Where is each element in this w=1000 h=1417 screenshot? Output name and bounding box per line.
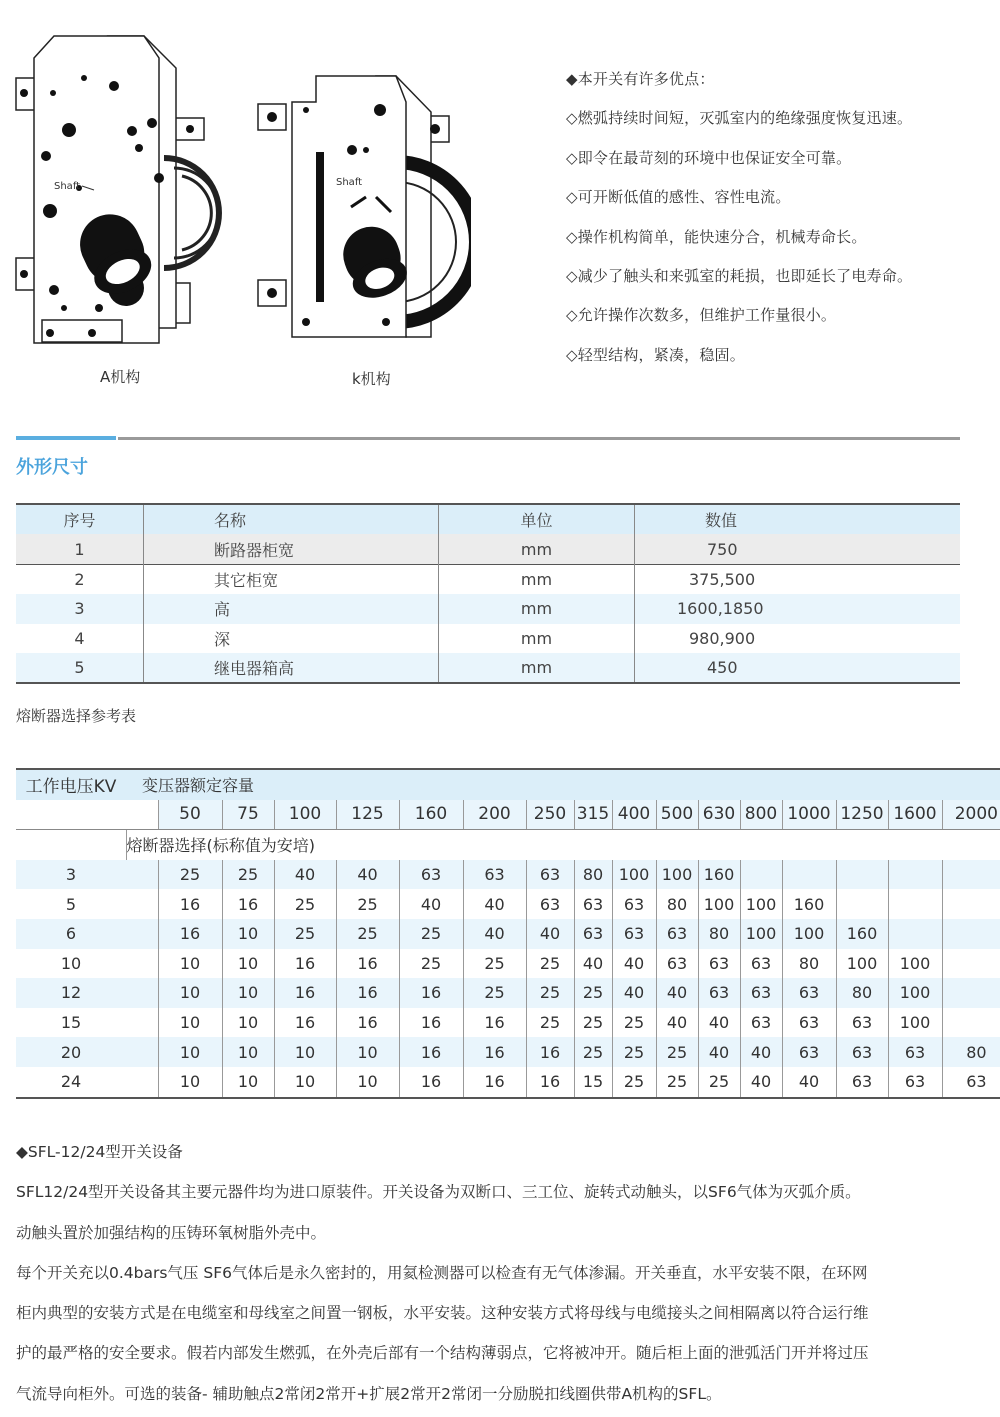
fuse-value-cell: 63 <box>888 1067 942 1098</box>
voltage-cell: 15 <box>60 1013 82 1033</box>
fuse-row <box>16 919 1000 949</box>
fuse-value-cell: 10 <box>222 1008 274 1038</box>
fuse-value-cell: 100 <box>740 919 782 949</box>
fuse-value-cell: 40 <box>698 1037 740 1067</box>
fuse-value-cell: 40 <box>656 978 698 1008</box>
fuse-value-cell: 16 <box>463 1037 526 1067</box>
fuse-row <box>16 1067 1000 1098</box>
table-row <box>16 564 960 594</box>
fuse-value-cell: 63 <box>740 978 782 1008</box>
fuse-value-cell: 25 <box>463 949 526 979</box>
fuse-value-cell: 40 <box>656 1008 698 1038</box>
section-title: 外形尺寸 <box>16 457 88 478</box>
fuse-value-cell: 16 <box>526 1037 574 1067</box>
fuse-value-cell: 100 <box>888 1008 942 1038</box>
spacer-cell <box>126 978 158 1008</box>
cell-name: 高 <box>144 594 439 623</box>
fuse-value-cell <box>888 919 942 949</box>
fuse-value-cell: 63 <box>526 860 574 890</box>
fuse-table <box>16 768 1000 1099</box>
capacity-cell: 630 <box>698 800 740 830</box>
capacity-cell: 50 <box>158 800 222 830</box>
fuse-value-cell: 10 <box>274 1067 336 1098</box>
spacer-cell <box>126 919 158 949</box>
fuse-value-cell: 16 <box>399 1067 463 1098</box>
fuse-value-cell <box>942 889 1000 919</box>
capacity-cell: 160 <box>399 800 463 830</box>
fuse-value-cell <box>888 860 942 890</box>
fuse-value-cell: 25 <box>574 978 612 1008</box>
cell-value: 1600,1850 <box>635 594 961 623</box>
fuse-value-cell: 40 <box>612 978 656 1008</box>
description-line: 每个开关充以0.4bars气压 SF6气体后是永久密封的，用氦检测器可以检查有无气体渗漏。开关垂直，水平安装不限，在环网 <box>16 1263 868 1282</box>
fuse-value-cell: 40 <box>698 1008 740 1038</box>
voltage-cell: 20 <box>16 1037 126 1067</box>
advantage-item: ◇即令在最苛刻的环境中也保证安全可靠。 <box>566 148 852 167</box>
fuse-value-cell: 63 <box>698 978 740 1008</box>
fuse-value-cell: 160 <box>782 889 836 919</box>
cell-name: 断路器柜宽 <box>144 534 439 564</box>
fuse-value-cell: 25 <box>612 1037 656 1067</box>
description <box>16 1132 966 1414</box>
fuse-value-cell: 25 <box>336 919 399 949</box>
fuse-value-cell: 63 <box>888 1037 942 1067</box>
fuse-value-cell: 100 <box>612 860 656 890</box>
capacity-cell: 1250 <box>836 800 888 830</box>
fuse-value-cell: 16 <box>463 1067 526 1098</box>
capacity-cell: 200 <box>463 800 526 830</box>
fuse-value-cell: 63 <box>698 949 740 979</box>
cell-index: 4 <box>74 628 85 648</box>
fuse-value-cell: 16 <box>399 1037 463 1067</box>
fuse-value-cell: 25 <box>656 1037 698 1067</box>
capacity-row <box>16 800 1000 830</box>
fuse-value-cell: 16 <box>399 1008 463 1038</box>
fuse-value-cell: 63 <box>574 919 612 949</box>
fuse-label-row <box>16 830 1000 860</box>
fuse-value-cell: 160 <box>836 919 888 949</box>
fuse-value-cell: 16 <box>399 978 463 1008</box>
fuse-value-cell: 100 <box>888 978 942 1008</box>
fuse-value-cell <box>740 860 782 890</box>
fuse-value-cell: 100 <box>740 889 782 919</box>
fuse-value-cell: 63 <box>740 949 782 979</box>
capacity-cell: 1000 <box>782 800 836 830</box>
cell-name: 其它柜宽 <box>144 564 439 594</box>
dimensions-table <box>16 503 960 684</box>
fuse-value-cell: 25 <box>526 978 574 1008</box>
capacity-cell: 2000 <box>942 800 1000 830</box>
fuse-value-cell: 25 <box>158 860 222 890</box>
fuse-header-row <box>16 769 1000 800</box>
fuse-value-cell <box>942 1008 1000 1038</box>
capacity-cell: 125 <box>336 800 399 830</box>
fuse-value-cell: 16 <box>526 1067 574 1098</box>
section-divider <box>118 437 960 440</box>
fuse-value-cell: 25 <box>336 889 399 919</box>
fuse-value-cell: 63 <box>656 919 698 949</box>
advantage-item: ◇减少了触头和来弧室的耗损，也即延长了电寿命。 <box>566 266 913 285</box>
capacity-cell: 400 <box>612 800 656 830</box>
table-row <box>16 594 960 623</box>
cell-index: 5 <box>74 658 85 678</box>
fuse-value-cell: 25 <box>399 919 463 949</box>
fuse-value-cell: 63 <box>574 889 612 919</box>
fuse-value-cell: 16 <box>336 1008 399 1038</box>
cell-unit: mm <box>439 653 635 683</box>
fuse-value-cell: 25 <box>526 1008 574 1038</box>
fuse-value-cell: 63 <box>526 889 574 919</box>
cell-value: 375,500 <box>635 564 961 594</box>
fuse-value-cell: 25 <box>399 949 463 979</box>
description-line: 气流导向柜外。可选的装备- 辅助触点2常闭2常开+扩展2常开2常闭一分励脱扣线圈供带A机构的SFL。 <box>16 1384 722 1403</box>
header-name: 名称 <box>144 504 439 534</box>
fuse-value-cell: 16 <box>222 889 274 919</box>
voltage-cell: 12 <box>16 978 126 1008</box>
header-index: 序号 <box>63 511 96 531</box>
fuse-value-cell: 16 <box>274 1008 336 1038</box>
description-line: SFL12/24型开关设备其主要元器件均为进口原装件。开关设备为双断口、三工位、旋转式动触头，以SF6气体为灭弧介质。 <box>16 1183 861 1202</box>
voltage-header: 工作电压KV <box>16 769 126 800</box>
description-line: 动触头置於加强结构的压铸环氧树脂外壳中。 <box>16 1223 327 1242</box>
fuse-value-cell: 100 <box>656 860 698 890</box>
spacer-cell <box>126 1067 158 1098</box>
fuse-value-cell: 100 <box>836 949 888 979</box>
capacity-cell: 800 <box>740 800 782 830</box>
fuse-value-cell: 25 <box>274 889 336 919</box>
fuse-value-cell: 25 <box>463 978 526 1008</box>
fuse-value-cell: 25 <box>574 1037 612 1067</box>
fuse-value-cell: 40 <box>612 949 656 979</box>
fuse-value-cell: 80 <box>656 889 698 919</box>
fuse-value-cell: 25 <box>222 860 274 890</box>
fuse-value-cell <box>836 860 888 890</box>
section-divider-accent <box>16 436 116 440</box>
cell-unit: mm <box>439 534 635 564</box>
fuse-value-cell: 100 <box>888 949 942 979</box>
fuse-value-cell: 80 <box>574 860 612 890</box>
fuse-value-cell: 40 <box>399 889 463 919</box>
spacer-cell <box>126 1008 158 1038</box>
fuse-value-cell: 25 <box>274 919 336 949</box>
k-mechanism-caption: k机构 <box>352 370 391 388</box>
fuse-value-cell: 25 <box>698 1067 740 1098</box>
fuse-value-cell: 40 <box>336 860 399 890</box>
fuse-value-cell: 63 <box>399 860 463 890</box>
fuse-value-cell: 40 <box>574 949 612 979</box>
fuse-value-cell: 10 <box>158 1037 222 1067</box>
fuse-value-cell: 80 <box>836 978 888 1008</box>
fuse-value-cell: 10 <box>274 1037 336 1067</box>
fuse-value-cell: 10 <box>336 1067 399 1098</box>
fuse-value-cell: 25 <box>574 1008 612 1038</box>
fuse-label: 熔断器选择(标称值为安培) <box>126 830 1000 860</box>
description-heading: ◆SFL-12/24型开关设备 <box>16 1143 183 1161</box>
fuse-value-cell: 16 <box>463 1008 526 1038</box>
advantage-item: ◇可开断低值的感性、容性电流。 <box>566 188 791 207</box>
fuse-value-cell: 40 <box>782 1067 836 1098</box>
capacity-cell: 100 <box>274 800 336 830</box>
cell-name: 继电器箱高 <box>144 653 439 683</box>
cell-name: 深 <box>144 624 439 653</box>
cell-unit: mm <box>439 624 635 653</box>
fuse-value-cell: 10 <box>222 949 274 979</box>
fuse-table-title: 熔断器选择参考表 <box>16 707 137 725</box>
fuse-value-cell: 63 <box>782 1037 836 1067</box>
fuse-value-cell: 16 <box>274 949 336 979</box>
spacer-cell <box>126 949 158 979</box>
fuse-value-cell: 63 <box>942 1067 1000 1098</box>
fuse-value-cell: 25 <box>656 1067 698 1098</box>
fuse-value-cell: 16 <box>158 889 222 919</box>
fuse-value-cell: 63 <box>740 1008 782 1038</box>
fuse-value-cell: 80 <box>782 949 836 979</box>
fuse-value-cell: 80 <box>942 1037 1000 1067</box>
fuse-value-cell: 25 <box>526 949 574 979</box>
cell-value: 750 <box>635 534 961 564</box>
fuse-value-cell: 16 <box>336 978 399 1008</box>
fuse-row <box>16 860 1000 890</box>
cell-index: 2 <box>74 569 85 589</box>
cell-unit: mm <box>439 594 635 623</box>
advantage-item: ◇允许操作次数多，但维护工作量很小。 <box>566 306 837 325</box>
fuse-value-cell: 40 <box>274 860 336 890</box>
advantage-item: ◇操作机构简单，能快速分合，机械寿命长。 <box>566 227 867 246</box>
fuse-value-cell: 63 <box>782 978 836 1008</box>
fuse-value-cell <box>942 949 1000 979</box>
voltage-cell: 24 <box>60 1072 82 1092</box>
fuse-value-cell: 40 <box>463 919 526 949</box>
fuse-value-cell: 80 <box>698 919 740 949</box>
fuse-value-cell: 63 <box>463 860 526 890</box>
a-shaft-label: Shaft <box>54 181 81 192</box>
cell-value: 450 <box>635 653 961 683</box>
capacity-cell: 1600 <box>888 800 942 830</box>
fuse-value-cell: 100 <box>782 919 836 949</box>
fuse-value-cell: 63 <box>836 1008 888 1038</box>
fuse-value-cell: 15 <box>574 1067 612 1098</box>
description-line: 护的最严格的安全要求。假若内部发生燃弧，在外壳后部有一个结构薄弱点，它将被冲开。随后柜上面的泄弧活门开并将过压 <box>16 1344 869 1363</box>
fuse-value-cell: 63 <box>836 1037 888 1067</box>
a-mechanism-caption: A机构 <box>100 368 141 386</box>
fuse-value-cell: 10 <box>158 949 222 979</box>
fuse-value-cell: 10 <box>158 1067 222 1098</box>
advantage-item: ◇轻型结构，紧凑，稳固。 <box>566 345 745 364</box>
fuse-row <box>16 1037 1000 1067</box>
fuse-value-cell: 100 <box>698 889 740 919</box>
fuse-value-cell: 40 <box>740 1037 782 1067</box>
fuse-value-cell: 63 <box>782 1008 836 1038</box>
advantage-heading: ◆本开关有许多优点： <box>566 70 715 88</box>
fuse-row <box>16 949 1000 979</box>
fuse-value-cell: 16 <box>336 949 399 979</box>
fuse-value-cell: 63 <box>612 919 656 949</box>
fuse-value-cell: 40 <box>740 1067 782 1098</box>
fuse-value-cell <box>782 860 836 890</box>
fuse-value-cell: 10 <box>222 978 274 1008</box>
advantages-list <box>566 60 986 375</box>
k-shaft-label: Shaft <box>336 177 363 188</box>
k-mechanism-drawing <box>256 72 471 352</box>
voltage-cell: 3 <box>16 860 126 890</box>
fuse-value-cell: 40 <box>526 919 574 949</box>
fuse-value-cell: 10 <box>222 1067 274 1098</box>
fuse-value-cell: 25 <box>612 1008 656 1038</box>
table-row <box>16 534 960 564</box>
fuse-value-cell: 10 <box>222 1037 274 1067</box>
capacity-cell: 315 <box>574 800 612 830</box>
fuse-value-cell: 63 <box>656 949 698 979</box>
fuse-value-cell: 16 <box>274 978 336 1008</box>
fuse-value-cell: 16 <box>158 919 222 949</box>
fuse-value-cell: 10 <box>158 1008 222 1038</box>
spacer-cell <box>126 1037 158 1067</box>
capacity-cell: 250 <box>526 800 574 830</box>
cell-unit: mm <box>439 564 635 594</box>
header-unit: 单位 <box>439 504 635 534</box>
table-row <box>16 653 960 683</box>
cell-index: 3 <box>74 599 85 619</box>
voltage-cell: 5 <box>65 894 77 914</box>
capacity-cell: 500 <box>656 800 698 830</box>
spacer-cell <box>126 889 158 919</box>
advantage-item: ◇燃弧持续时间短，灭弧室内的绝缘强度恢复迅速。 <box>566 109 913 128</box>
table-row <box>16 624 960 653</box>
voltage-cell: 10 <box>60 953 82 973</box>
header-value: 数值 <box>635 504 961 534</box>
a-mechanism-drawing <box>14 28 224 348</box>
capacity-cell: 75 <box>222 800 274 830</box>
fuse-row <box>16 978 1000 1008</box>
fuse-value-cell: 40 <box>463 889 526 919</box>
fuse-value-cell: 10 <box>158 978 222 1008</box>
fuse-value-cell <box>942 919 1000 949</box>
fuse-value-cell: 25 <box>612 1067 656 1098</box>
fuse-value-cell: 63 <box>612 889 656 919</box>
fuse-value-cell <box>836 889 888 919</box>
cell-index: 1 <box>74 539 85 559</box>
fuse-value-cell <box>942 978 1000 1008</box>
fuse-value-cell <box>942 860 1000 890</box>
cell-value: 980,900 <box>635 624 961 653</box>
fuse-value-cell: 63 <box>836 1067 888 1098</box>
fuse-row <box>16 1008 1000 1038</box>
voltage-cell: 6 <box>16 919 126 949</box>
fuse-value-cell: 10 <box>336 1037 399 1067</box>
fuse-row <box>16 889 1000 919</box>
fuse-value-cell: 10 <box>222 919 274 949</box>
description-line: 柜内典型的安装方式是在电缆室和母线室之间置一钢板，水平安装。这种安装方式将母线与电缆接头之间相隔离以符合运行维 <box>16 1304 869 1323</box>
fuse-value-cell <box>888 889 942 919</box>
fuse-value-cell: 160 <box>698 860 740 890</box>
capacity-header: 变压器额定容量 <box>126 769 1000 800</box>
spacer-cell <box>126 860 158 890</box>
